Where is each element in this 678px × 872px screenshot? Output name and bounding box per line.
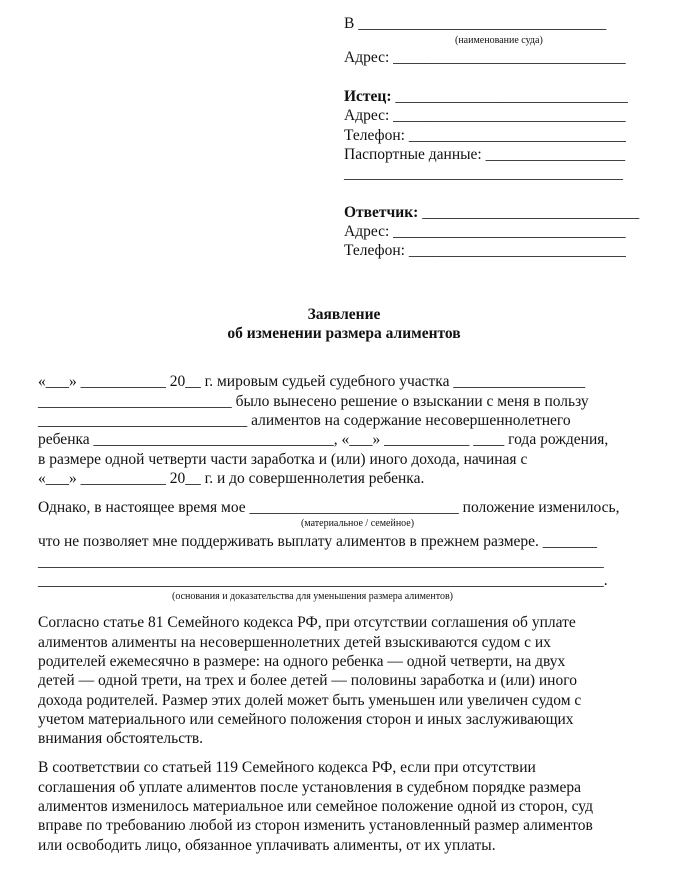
p3-line: родителей ежемесячно в размере: на одного ребенка — одной четверти, на двух	[38, 653, 566, 670]
p1-line: ___________________________ алиментов на содержание несовершеннолетнего	[38, 412, 571, 429]
p3-line: учетом материального или семейного положения сторон и иных заслуживающих	[38, 711, 574, 728]
p1-line: в размере одной четверти части заработка и (или) иного дохода, начиная с	[38, 451, 528, 468]
plaintiff-address: Адрес: ______________________________	[344, 107, 626, 124]
defendant-address: Адрес: ______________________________	[344, 223, 626, 240]
court-address: Адрес: ______________________________	[344, 49, 626, 66]
defendant-line	[344, 203, 639, 222]
p1-line: «___» ___________ 20__ г. и до совершеннолетия ребенка.	[38, 470, 425, 487]
p3-line: детей — одной трети, на трех и более детей — половины заработка и (или) иного	[38, 672, 577, 689]
plaintiff-phone: Телефон: ____________________________	[344, 127, 626, 144]
p4-line: В соответствии со статьей 119 Семейного кодекса РФ, если при отсутствии	[38, 759, 536, 776]
p3-line: внимания обстоятельств.	[38, 730, 204, 747]
court-line: В ________________________________	[344, 15, 607, 32]
p4-line: соглашения об уплате алиментов после установления в судебном порядке размера	[38, 779, 581, 796]
plaintiff-passport: Паспортные данные: __________________	[344, 146, 626, 163]
p1-line: ребенка _______________________________, «___» ___________ ____ года рождения,	[38, 431, 609, 448]
p3-line: Согласно статье 81 Семейного кодекса РФ, при отсутствии соглашения об уплате	[38, 614, 576, 631]
p2-blank-line: _________________________________________________________________________.	[38, 572, 608, 589]
p2-line1: Однако, в настоящее время мое ___________________________ положение изменилось,	[38, 499, 620, 516]
defendant-label: Ответчик:	[344, 204, 419, 221]
document-subtitle: об изменении размера алиментов	[227, 325, 461, 342]
plaintiff-extra-line: ____________________________________	[344, 165, 623, 182]
p4-line: вправе по требованию любой из сторон изменить установленный размер алиментов	[38, 817, 593, 834]
defendant-name-blank: ____________________________	[418, 204, 640, 221]
court-hint: (наименование суда)	[455, 35, 543, 46]
p1-line: _________________________ было вынесено решение о взыскании с меня в пользу	[38, 393, 589, 410]
p4-line: или освободить лицо, обязанное уплачивать алименты, от их уплаты.	[38, 837, 496, 854]
p2-hint: (материальное / семейное)	[301, 518, 415, 529]
p2-line2: что не позволяет мне поддерживать выплату алиментов в прежнем размере. _______	[38, 533, 598, 550]
p3-line: дохода родителей. Размер этих долей может быть уменьшен или увеличен судом с	[38, 692, 582, 709]
p1-line: «___» ___________ 20__ г. мировым судьей судебного участка _________________	[38, 373, 586, 390]
p2-hint2: (основания и доказательства для уменьшения размера алиментов)	[172, 591, 454, 602]
plaintiff-label: Истец:	[344, 88, 392, 105]
plaintiff-name-blank: ______________________________	[391, 88, 628, 105]
plaintiff-line	[344, 87, 628, 106]
p2-blank-line: _________________________________________________________________________	[38, 553, 604, 570]
document-title: Заявление	[307, 306, 381, 323]
defendant-phone: Телефон: ____________________________	[344, 242, 626, 259]
p4-line: алиментов изменилось материальное или семейное положение одной из сторон, суд	[38, 798, 593, 815]
p3-line: алиментов алименты на несовершеннолетних детей взыскиваются судом с их	[38, 634, 551, 651]
